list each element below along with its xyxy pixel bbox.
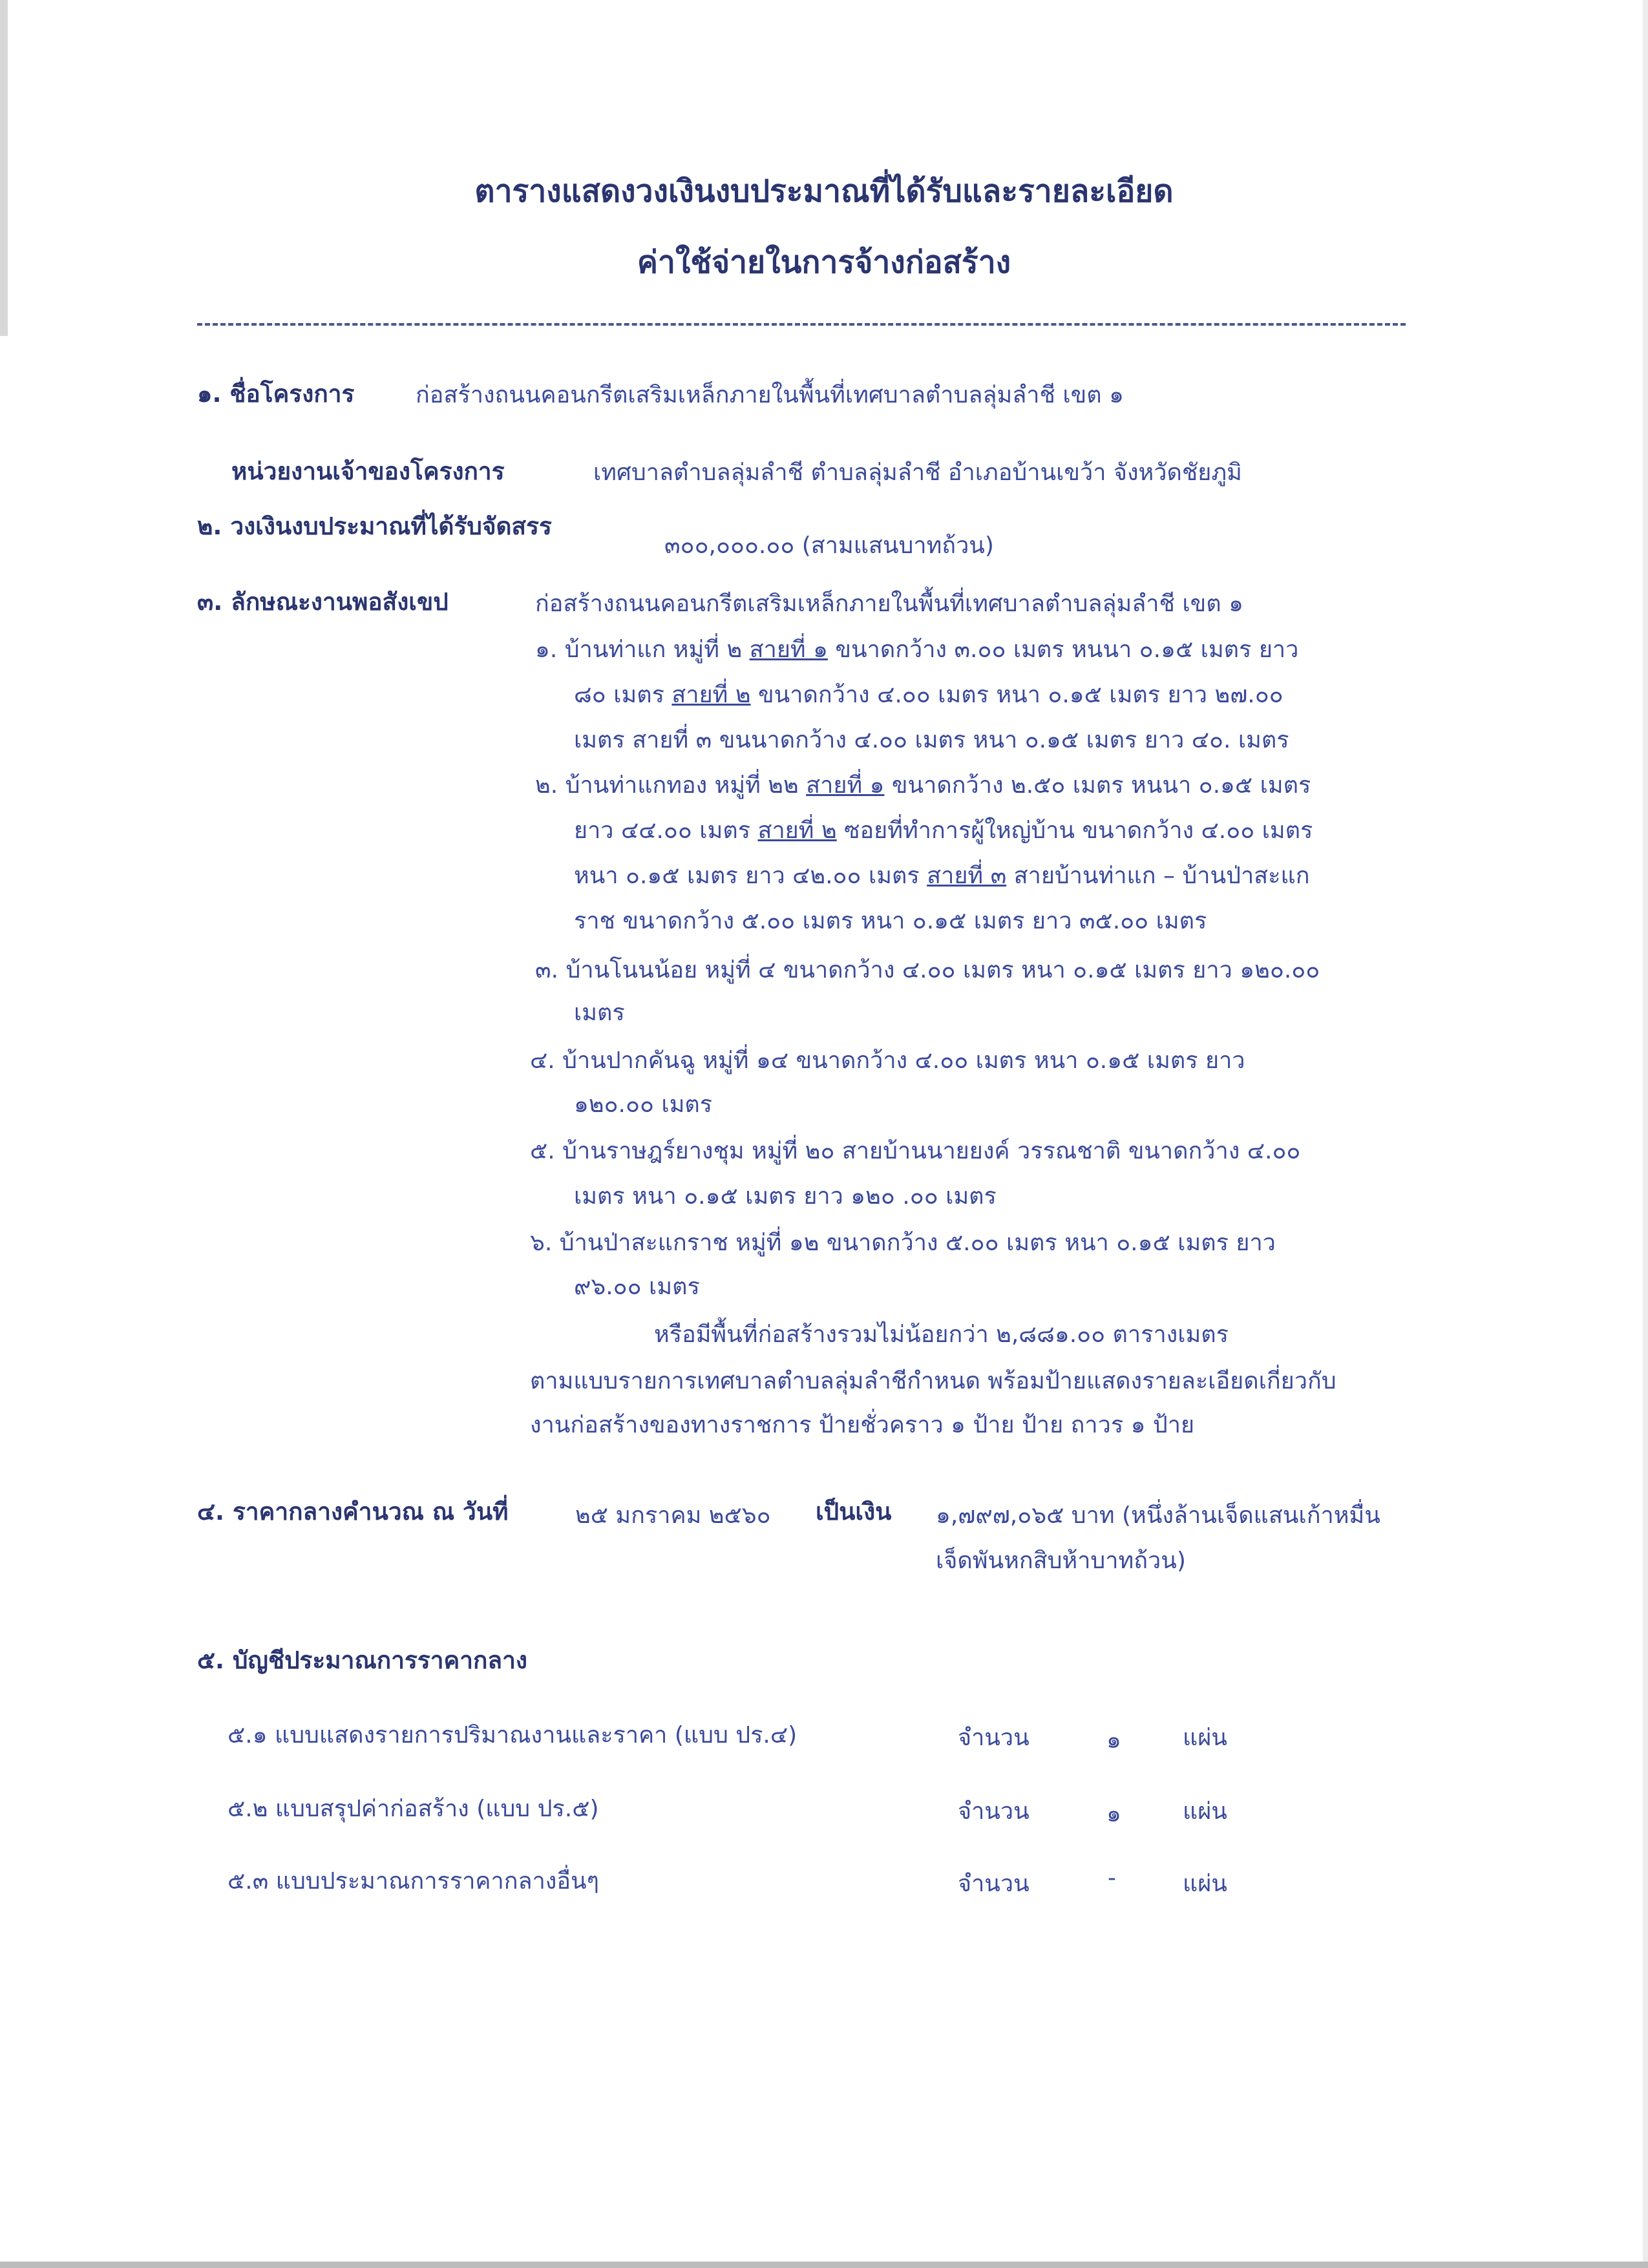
scope-line-13: เมตร หนา ๐.๑๕ เมตร ยาว ๑๒๐ .๐๐ เมตร xyxy=(574,1183,997,1210)
scope-line-12: ๕. บ้านราษฎร์ยางชุม หมู่ที่ ๒๐ สายบ้านนายยงค์ วรรณชาติ ขนาดกว้าง ๔.๐๐ xyxy=(530,1138,1301,1164)
scope-4a: ๒. บ้านท่าแกทอง หมู่ที่ ๒๒ xyxy=(535,772,807,799)
scope-line-14: ๖. บ้านป่าสะแกราช หมู่ที่ ๑๒ ขนาดกว้าง ๕.๐๐ เมตร หนา ๐.๑๕ เมตร ยาว xyxy=(530,1230,1276,1256)
scope-intro: ก่อสร้างถนนคอนกรีตเสริมเหล็กภายในพื้นที่เทศบาลตำบลลุ่มลำชี เขต ๑ xyxy=(535,591,1243,617)
scope-line-4 xyxy=(535,766,1311,803)
scan-edge-right xyxy=(1643,0,1648,2268)
scope-line-18: งานก่อสร้างของทางราชการ ป้ายชั่วคราว ๑ ป้าย ป้าย ถาวร ๑ ป้าย xyxy=(530,1412,1195,1438)
scope-5c: ซอยที่ทำการผู้ใหญ่บ้าน ขนาดกว้าง ๔.๐๐ เมตร xyxy=(836,817,1313,844)
scope-5a: ยาว ๔๔.๐๐ เมตร xyxy=(574,817,758,844)
scope-line-3: เมตร สายที่ ๓ ขนนาดกว้าง ๔.๐๐ เมตร หนา ๐.๑๕ เมตร ยาว ๔๐. เมตร xyxy=(574,727,1289,753)
list-item-name: ๕.๒ แบบสรุปค่าก่อสร้าง (แบบ ปร.๕) xyxy=(227,1796,599,1822)
scope-line-9: เมตร xyxy=(574,1000,625,1026)
scan-edge-bottom xyxy=(0,2262,1648,2268)
scope-line-11: ๑๒๐.๐๐ เมตร xyxy=(574,1091,713,1118)
section5-label: ๕. บัญชีประมาณการราคากลาง xyxy=(197,1646,527,1674)
section3-label: ๓. ลักษณะงานพอสังเขป xyxy=(197,588,449,616)
scope-line-6 xyxy=(574,857,1310,894)
owner-label: หน่วยงานเจ้าของโครงการ xyxy=(231,457,505,485)
list-item-qty-label: จำนวน xyxy=(958,1798,1030,1825)
scope-line-1 xyxy=(535,631,1298,667)
scope-4c: ขนาดกว้าง ๒.๕๐ เมตร หนนา ๐.๑๕ เมตร xyxy=(884,772,1311,799)
list-item-unit: แผ่น xyxy=(1183,1798,1227,1825)
dashed-divider xyxy=(197,323,1406,326)
section1-label: ๑. ชื่อโครงการ xyxy=(197,380,355,408)
amount-line-2: เจ็ดพันหกสิบห้าบาทถ้วน) xyxy=(936,1548,1186,1574)
scope-line-10: ๔. บ้านปากคันฉู หมู่ที่ ๑๔ ขนาดกว้าง ๔.๐๐ เมตร หนา ๐.๑๕ เมตร ยาว xyxy=(530,1047,1245,1074)
scope-1b: สายที่ ๑ xyxy=(749,636,828,663)
list-item-qty: ๑ xyxy=(1106,1801,1121,1827)
list-item-qty-label: จำนวน xyxy=(958,1725,1030,1751)
scope-line-2 xyxy=(574,676,1284,713)
list-item-name: ๕.๓ แบบประมาณการราคากลางอื่นๆ xyxy=(227,1868,599,1895)
scope-6c: สายบ้านท่าแก – บ้านป่าสะแก xyxy=(1006,863,1310,889)
list-item-qty: ๑ xyxy=(1106,1727,1121,1754)
scope-2a: ๘๐ เมตร xyxy=(574,682,672,708)
list-item-qty-label: จำนวน xyxy=(958,1871,1030,1897)
scope-5b: สายที่ ๒ xyxy=(757,817,837,844)
project-name: ก่อสร้างถนนคอนกรีตเสริมเหล็กภายในพื้นที่เทศบาลตำบลลุ่มลำชี เขต ๑ xyxy=(416,382,1124,408)
section4-label: ๔. ราคากลางคำนวณ ณ วันที่ xyxy=(197,1498,509,1526)
amount-label: เป็นเงิน xyxy=(816,1498,892,1526)
list-item-unit: แผ่น xyxy=(1183,1725,1227,1751)
estimate-date: ๒๕ มกราคม ๒๕๖๐ xyxy=(575,1502,771,1529)
scope-line-7: ราช ขนาดกว้าง ๕.๐๐ เมตร หนา ๐.๑๕ เมตร ยาว ๓๕.๐๐ เมตร xyxy=(574,908,1207,934)
owner-value: เทศบาลตำบลลุ่มลำชี ตำบลลุ่มลำชี อำเภอบ้านเขว้า จังหวัดชัยภูมิ xyxy=(593,459,1242,486)
amount-line-1: ๑,๗๙๗,๐๖๕ บาท (หนึ่งล้านเจ็ดแสนเก้าหมื่น xyxy=(936,1502,1380,1529)
title-line-1: ตารางแสดงวงเงินงบประมาณที่ได้รับและรายละเอียด xyxy=(474,173,1174,209)
scope-1a: ๑. บ้านท่าแก หมู่ที่ ๒ xyxy=(535,636,750,663)
list-item-qty: - xyxy=(1108,1865,1116,1891)
scope-4b: สายที่ ๑ xyxy=(806,772,885,799)
scope-2c: ขนาดกว้าง ๔.๐๐ เมตร หนา ๐.๑๕ เมตร ยาว ๒๗.๐๐ xyxy=(750,682,1284,708)
scope-line-16: หรือมีพื้นที่ก่อสร้างรวมไม่น้อยกว่า ๒,๘๘๑.๐๐ ตารางเมตร xyxy=(654,1321,1229,1348)
scope-2b: สายที่ ๒ xyxy=(671,682,751,708)
scope-line-17: ตามแบบรายการเทศบาลตำบลลุ่มลำชีกำหนด พร้อมป้ายแสดงรายละเอียดเกี่ยวกับ xyxy=(530,1368,1336,1394)
section2-label: ๒. วงเงินงบประมาณที่ได้รับจัดสรร xyxy=(197,512,552,540)
scope-1c: ขนาดกว้าง ๓.๐๐ เมตร หนนา ๐.๑๕ เมตร ยาว xyxy=(827,636,1299,663)
scope-6b: สายที่ ๓ xyxy=(927,863,1007,889)
list-item-unit: แผ่น xyxy=(1183,1871,1227,1897)
scope-line-15: ๙๖.๐๐ เมตร xyxy=(574,1274,700,1300)
list-item-name: ๕.๑ แบบแสดงรายการปริมาณงานและราคา (แบบ ปร.๔) xyxy=(227,1722,798,1748)
title-line-2: ค่าใช้จ่ายในการจ้างก่อสร้าง xyxy=(637,244,1011,280)
scope-6a: หนา ๐.๑๕ เมตร ยาว ๔๒.๐๐ เมตร xyxy=(574,863,927,889)
budget-value: ๓๐๐,๐๐๐.๐๐ (สามแสนบาทถ้วน) xyxy=(664,532,994,559)
scope-line-8: ๓. บ้านโนนน้อย หมู่ที่ ๔ ขนาดกว้าง ๔.๐๐ เมตร หนา ๐.๑๕ เมตร ยาว ๑๒๐.๐๐ xyxy=(535,957,1320,983)
scope-line-5 xyxy=(574,812,1313,848)
